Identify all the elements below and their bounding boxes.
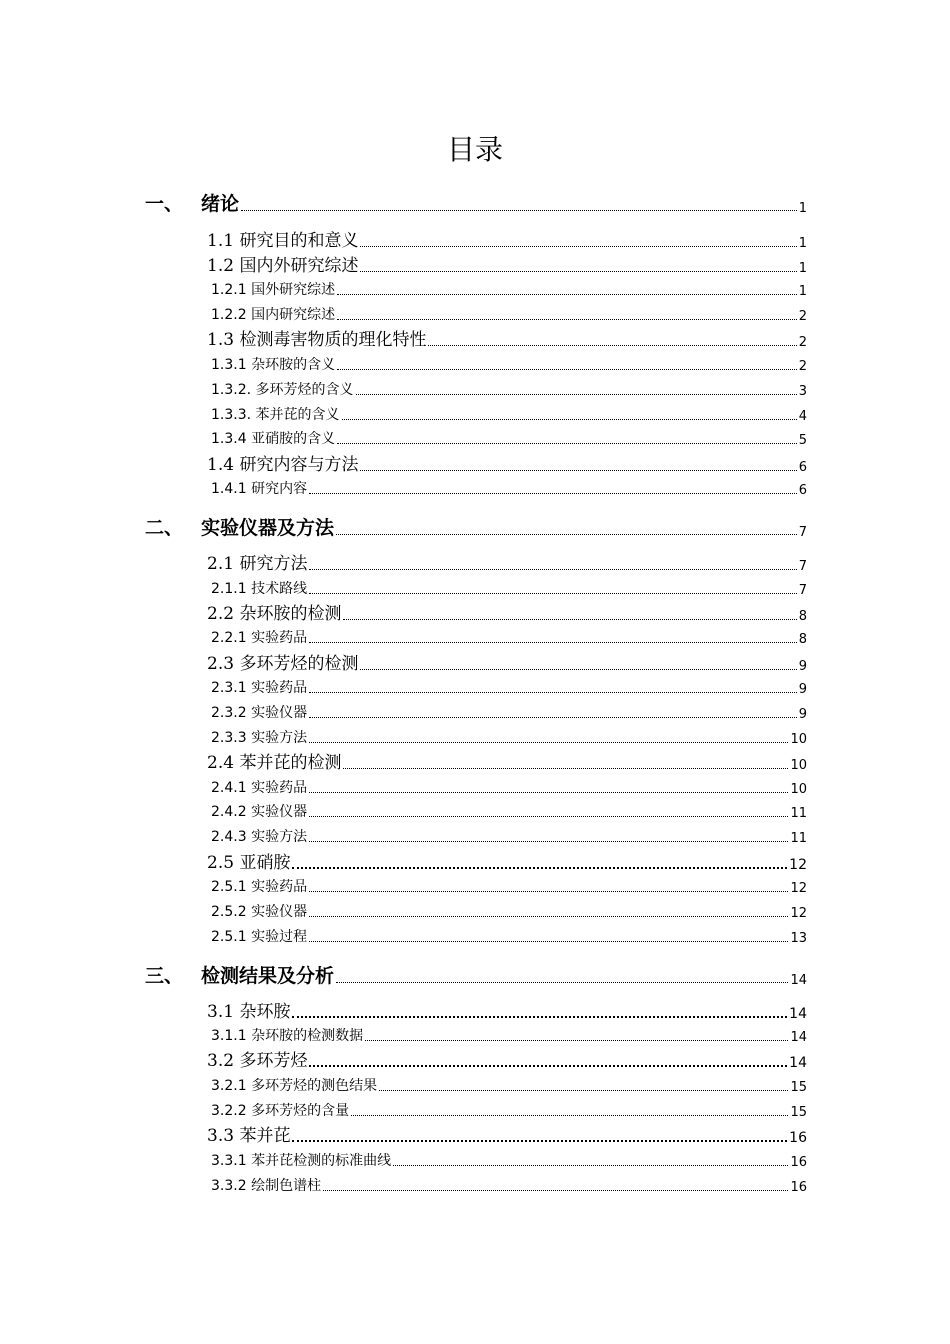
dot-leader: [360, 470, 796, 471]
toc-entry-label: [207, 599, 341, 624]
toc-entry[interactable]: [145, 516, 807, 540]
toc-entry-label: [211, 578, 307, 598]
toc-entry[interactable]: [207, 851, 807, 873]
toc-entry-label: [211, 826, 307, 846]
toc-entry[interactable]: [211, 677, 807, 697]
toc-entry[interactable]: [211, 1025, 807, 1045]
toc-entry-text: 2.2.1 实验药品: [211, 630, 308, 646]
toc-entry-text: 2.3 多环芳烃的检测: [207, 654, 359, 674]
dot-leader: [309, 692, 797, 693]
dot-leader: [365, 1040, 788, 1041]
toc-entry-text: 2.4.2 实验仪器: [211, 804, 308, 820]
toc-entry-text: 3.2 多环芳烃: [207, 1051, 308, 1071]
toc-entry[interactable]: [145, 964, 807, 988]
toc-entry-text: 1.2 国内外研究综述: [207, 256, 359, 276]
toc-page-number: 14: [789, 1055, 807, 1071]
toc-page-number: 1: [798, 201, 807, 216]
dot-leader: [309, 816, 788, 817]
dot-leader: [309, 493, 797, 494]
toc-page-number: 8: [798, 632, 807, 647]
toc-page-number: 14: [790, 1030, 807, 1045]
toc-entry-text: 3.2.2 多环芳烃的含量: [211, 1103, 350, 1119]
toc-entry-label: [207, 649, 358, 674]
toc-page-number: 15: [790, 1080, 807, 1095]
toc-entry-label: [207, 226, 358, 251]
toc-entry-text: 1.1 研究目的和意义: [207, 231, 359, 251]
toc-entry-text: 2.3.3 实验方法: [211, 730, 308, 746]
toc-entry[interactable]: [211, 1100, 807, 1120]
dot-leader: [393, 1165, 788, 1166]
dot-leader: [343, 768, 788, 769]
dot-leader: [309, 717, 797, 718]
toc-page-number: 2: [798, 335, 807, 350]
toc-entry[interactable]: [211, 727, 807, 747]
dot-leader: [336, 534, 797, 535]
toc-entry-text: 1.3.4 亚硝胺的含义: [211, 431, 336, 447]
page-title: 目录: [446, 133, 503, 166]
toc-entry-text: 3.3.1 苯并芘检测的标准曲线: [211, 1153, 392, 1169]
dot-leader: [292, 867, 787, 869]
toc-entry-label: [207, 325, 426, 350]
dot-leader: [309, 569, 796, 570]
toc-page-number: 16: [790, 1180, 807, 1195]
dot-leader: [360, 246, 796, 247]
toc-page-number: 1: [798, 236, 807, 251]
toc-page-number: 12: [790, 906, 807, 921]
toc-entry-text: 2.4.1 实验药品: [211, 780, 308, 796]
toc-entry[interactable]: [211, 379, 807, 399]
toc-entry-label: [207, 997, 290, 1022]
toc-entry-text: 2.4 苯并芘的检测: [207, 753, 342, 773]
dot-leader: [241, 210, 797, 211]
toc-page-number: 9: [798, 659, 807, 674]
toc-entry[interactable]: [211, 1150, 807, 1170]
toc-entry-label: [211, 478, 307, 498]
toc-entry-label: [211, 777, 307, 797]
toc-entry-label: [207, 549, 307, 574]
dot-leader: [309, 916, 788, 917]
toc-entry[interactable]: [145, 192, 807, 216]
toc-page-number: 4: [798, 409, 807, 424]
toc-entry[interactable]: [207, 652, 807, 674]
toc-page-number: 11: [790, 831, 807, 846]
toc-entry-label: [211, 404, 340, 424]
toc-entry-label: [207, 1121, 290, 1146]
toc-entry-text: 绪论: [201, 193, 240, 215]
dot-leader: [360, 669, 796, 670]
toc-entry[interactable]: [207, 1049, 807, 1071]
dot-leader: [356, 394, 797, 395]
dot-leader: [351, 1115, 788, 1116]
dot-leader: [337, 319, 797, 320]
toc-entry[interactable]: [211, 926, 807, 946]
toc-entry-label: [211, 354, 335, 374]
toc-entry[interactable]: [211, 702, 807, 722]
toc-page-number: 10: [790, 782, 807, 797]
toc-entry[interactable]: [211, 1175, 807, 1195]
toc-entry-text: 2.2 杂环胺的检测: [207, 604, 342, 624]
toc-entry-label: [207, 251, 358, 276]
toc-entry-text: 2.3.2 实验仪器: [211, 705, 308, 721]
toc-entry-label: [211, 876, 307, 896]
dot-leader: [360, 271, 796, 272]
toc-page-number: 16: [790, 1155, 807, 1170]
toc-chapter-number: 二、: [145, 517, 184, 539]
toc-entry-text: 3.2.1 多环芳烃的测色结果: [211, 1078, 378, 1094]
toc-page-number: 11: [790, 806, 807, 821]
toc-entry-label: [211, 627, 307, 647]
toc-entry-text: 2.4.3 实验方法: [211, 829, 308, 845]
toc-entry-text: 2.5.1 实验药品: [211, 879, 308, 895]
toc-entry[interactable]: [207, 229, 807, 251]
toc-page-number: 5: [798, 433, 807, 448]
toc-entry[interactable]: [207, 552, 807, 574]
toc-entry-label: [211, 379, 354, 399]
toc-page-number: 12: [789, 857, 807, 873]
dot-leader: [379, 1090, 788, 1091]
dot-leader: [309, 841, 788, 842]
dot-leader: [292, 1016, 787, 1018]
toc-entry-text: 2.3.1 实验药品: [211, 680, 308, 696]
toc-entry[interactable]: [211, 578, 807, 598]
toc-entry-label: [145, 189, 239, 216]
toc-entry-label: [207, 848, 290, 873]
toc-entry-label: [211, 1075, 377, 1095]
toc-entry[interactable]: [211, 801, 807, 821]
dot-leader: [309, 1065, 787, 1067]
dot-leader: [342, 419, 797, 420]
toc-entry[interactable]: [211, 1075, 807, 1095]
dot-leader: [309, 941, 788, 942]
toc-page-number: 15: [790, 1105, 807, 1120]
toc-entry-text: 3.3.2 绘制色谱柱: [211, 1178, 322, 1194]
toc-entry-text: 实验仪器及方法: [201, 517, 335, 539]
toc-page-number: 2: [798, 309, 807, 324]
toc-entry-text: 1.2.2 国内研究综述: [211, 307, 336, 323]
toc-entry-label: [211, 1175, 321, 1195]
dot-leader: [337, 294, 797, 295]
toc-entry[interactable]: [207, 254, 807, 276]
toc-entry[interactable]: [207, 328, 807, 350]
toc-entry[interactable]: [207, 1124, 807, 1146]
dot-leader: [309, 891, 788, 892]
toc-page-number: 10: [790, 732, 807, 747]
toc-entry-text: 2.5.2 实验仪器: [211, 904, 308, 920]
toc-entry-label: [145, 961, 334, 988]
toc-entry[interactable]: [207, 602, 807, 624]
toc-entry-label: [211, 801, 307, 821]
toc-entry[interactable]: [211, 826, 807, 846]
toc-entry-text: 1.4.1 研究内容: [211, 481, 308, 497]
toc-page-number: 14: [789, 1006, 807, 1022]
toc-page-number: 9: [798, 682, 807, 697]
toc-entry-label: [211, 279, 335, 299]
toc-entry-label: [211, 901, 307, 921]
toc-entry[interactable]: [211, 404, 807, 424]
toc-entry-label: [211, 702, 307, 722]
toc-entry-text: 1.3.3. 苯并芘的含义: [211, 407, 340, 423]
toc-entry-label: [211, 677, 307, 697]
toc-entry[interactable]: [207, 453, 807, 475]
toc-entry-label: [207, 748, 341, 773]
toc-page-number: 12: [790, 881, 807, 896]
toc-entry-label: [211, 1100, 349, 1120]
toc-entry[interactable]: [211, 901, 807, 921]
toc-entry-text: 3.1 杂环胺: [207, 1002, 291, 1022]
toc-entry[interactable]: [211, 279, 807, 299]
toc-page-number: 9: [798, 707, 807, 722]
dot-leader: [309, 792, 788, 793]
toc-entry[interactable]: [207, 1000, 807, 1022]
dot-leader: [309, 742, 788, 743]
toc-entry-text: 1.3 检测毒害物质的理化特性: [207, 330, 427, 350]
toc-entry-text: 检测结果及分析: [201, 965, 335, 987]
toc-entry-text: 3.1.1 杂环胺的检测数据: [211, 1028, 364, 1044]
toc-entry[interactable]: [211, 354, 807, 374]
toc-entry-label: [145, 513, 334, 540]
toc-entry[interactable]: [211, 304, 807, 324]
toc-chapter-number: 一、: [145, 193, 184, 215]
toc-page-number: 7: [798, 525, 807, 540]
toc-entry-label: [211, 1150, 391, 1170]
toc-entry[interactable]: [211, 478, 807, 498]
toc-entry-text: 2.1 研究方法: [207, 554, 308, 574]
toc-page-number: 14: [790, 973, 807, 988]
toc-entry-label: [211, 428, 335, 448]
toc-entry[interactable]: [207, 751, 807, 773]
toc-entry-label: [211, 926, 307, 946]
toc-page-number: 13: [790, 931, 807, 946]
toc-entry-label: [211, 727, 307, 747]
toc-entry[interactable]: [211, 428, 807, 448]
dot-leader: [343, 619, 796, 620]
dot-leader: [309, 593, 797, 594]
toc-page-number: 7: [798, 583, 807, 598]
toc-entry-label: [211, 304, 335, 324]
toc-page-number: 6: [798, 460, 807, 475]
toc-page-number: 8: [798, 609, 807, 624]
toc-entry-label: [207, 450, 358, 475]
toc-entry-text: 1.2.1 国外研究综述: [211, 282, 336, 298]
toc-entry[interactable]: [211, 876, 807, 896]
toc-entry[interactable]: [211, 777, 807, 797]
toc-page-number: 7: [798, 559, 807, 574]
toc-page-number: 1: [798, 284, 807, 299]
toc-page-number: 6: [798, 483, 807, 498]
toc-entry-text: 1.3.1 杂环胺的含义: [211, 357, 336, 373]
toc-entry-label: [211, 1025, 363, 1045]
toc-page-number: 1: [798, 261, 807, 276]
dot-leader: [337, 443, 797, 444]
toc-entry-text: 2.5.1 实验过程: [211, 929, 308, 945]
toc-entry-text: 1.3.2. 多环芳烃的含义: [211, 382, 354, 398]
toc-page-number: 10: [790, 758, 807, 773]
toc-page-number: 3: [798, 384, 807, 399]
dot-leader: [323, 1190, 788, 1191]
toc-page-number: 2: [798, 359, 807, 374]
dot-leader: [309, 642, 797, 643]
toc-entry-text: 2.1.1 技术路线: [211, 581, 308, 597]
dot-leader: [336, 982, 788, 983]
toc-chapter-number: 三、: [145, 965, 184, 987]
toc-entry-text: 1.4 研究内容与方法: [207, 455, 359, 475]
dot-leader: [337, 369, 797, 370]
toc-entry[interactable]: [211, 627, 807, 647]
dot-leader: [292, 1140, 787, 1142]
toc-page-number: 16: [789, 1130, 807, 1146]
toc-entry-text: 2.5 亚硝胺: [207, 853, 291, 873]
toc-entry-text: 3.3 苯并芘: [207, 1126, 291, 1146]
toc-entry-label: [207, 1046, 307, 1071]
dot-leader: [428, 345, 796, 346]
